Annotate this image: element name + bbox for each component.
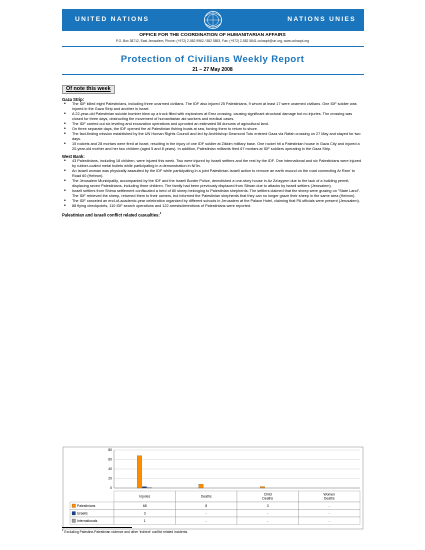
category-label: Injuries [139, 494, 151, 499]
list-item [62, 102, 364, 112]
y-tick-label: 0 [110, 486, 112, 491]
bullet-icon: • [64, 121, 66, 128]
footnote [62, 529, 364, 534]
y-tick-label: 20 [108, 476, 112, 481]
footnote-text: Excluding Palestine-Palestinian violence and other 'indirect' conflict related incidents. [64, 530, 189, 535]
y-tick-label: 40 [108, 467, 112, 472]
list-item [62, 142, 364, 152]
header-left-org: UNITED NATIONS [75, 16, 150, 23]
legend-swatch [72, 512, 76, 516]
list-item-text: The fact-finding mission established by the UN Human Rights Council and led by Archbishop Desmond Tutu entered Gaza via Rafah crossing on 27 May and stayed for two days. [72, 132, 361, 142]
un-header-banner [62, 9, 364, 31]
bullet-icon: • [64, 202, 66, 209]
footnote-rule [62, 527, 132, 528]
category-label: Deaths [323, 496, 335, 501]
table-value: 68 [142, 504, 147, 508]
list-item-text: On three separate days, the IDF opened fire at Palestinian fishing boats at sea, forcing them to return to shore. [72, 127, 258, 132]
office-address: P.O. Box 38712, East Jerusalem, Phone: (+972) 2-582 9962 / 582 5853, Fax: (+972) 2-582 5841 ochaopt@un.org, www.ochaopt.org [115, 39, 310, 43]
bullet-icon: • [64, 101, 66, 108]
list-item [62, 159, 364, 169]
list-item [62, 169, 364, 179]
y-tick-label: 80 [108, 448, 112, 453]
list-item-text: The IDF killed eight Palestinians, including three unarmed civilians. The IDF also injured 25 Palestinians, 9 whom at least 17 were unarmed civilians. One IDF soldier was injured in the Gaza Strip and another in Israel. [72, 102, 357, 112]
legend-label: Israelis [77, 511, 88, 516]
bullet-icon: • [64, 126, 66, 133]
category-label: Deaths [262, 496, 274, 501]
list-item [62, 127, 364, 132]
west-bank-bullet-list [62, 159, 364, 208]
title-rule [62, 74, 364, 75]
bullet-icon: • [64, 167, 66, 174]
table-value: 8 [205, 504, 208, 508]
bar-israelis-0 [142, 487, 146, 488]
table-value: - [267, 511, 269, 516]
category-label: Women [323, 492, 336, 497]
bullet-icon: • [64, 111, 66, 118]
table-value: 3 [266, 504, 269, 508]
region-title-west-bank: West Bank: [62, 153, 85, 159]
region-title-gaza: Gaza Strip: [62, 97, 85, 102]
bullet-icon: • [64, 141, 66, 148]
table-value: - [205, 511, 207, 516]
list-item-text: 43 Palestinians, including 18 children, were injured this week. Two were injured by Israeli settlers and the rest by the IDF. One international and six Palestinians were injured by rubber-coated metal bullets while participating in a demonstration in Ni'lin. [72, 159, 362, 168]
list-item-text: 88 flying checkpoints, 110 IDF search operations and 122 arrests/detentions of Palestinians were reported. [72, 203, 252, 208]
list-item [62, 199, 364, 204]
list-item [62, 132, 364, 142]
legend-label: Internationals [77, 519, 98, 523]
category-label: Deaths [200, 494, 212, 499]
list-item-text: An Israeli woman was physically assaulted by the IDF while participating in a joint Palestinian-Israeli action to remove an earth mound on the road connecting Ar Ram' to Road 60 (Hebron). [72, 168, 355, 178]
list-item-text: The IDF carried out six leveling and excavation operations and uprooted an estimated 58 dunums of agricultural land. [72, 122, 269, 127]
table-value: - [267, 519, 269, 523]
y-tick-label: 60 [108, 457, 112, 462]
list-item [62, 189, 364, 199]
bar-palestinians-1 [199, 484, 203, 488]
gaza-bullet-list [62, 102, 364, 151]
bullet-icon: • [64, 131, 66, 138]
bullet-icon: • [64, 158, 66, 165]
bar-palestinians-0 [137, 456, 141, 488]
list-item [62, 204, 364, 209]
table-value: 3 [143, 511, 146, 516]
header-right-org: NATIONS UNIES [287, 16, 356, 23]
list-item [62, 122, 364, 127]
bullet-icon: • [64, 197, 66, 204]
report-date: 21 – 27 May 2008 [192, 67, 233, 73]
un-emblem-icon [203, 10, 223, 30]
legend-label: Palestinians [77, 504, 96, 508]
chart-caption-text: Palestinian and Israeli conflict related casualties: [62, 211, 160, 217]
list-item-text: Israeli settlers from Shima settlement confiscated a herd of 80 sheep belonging to Palestinian shepherds. The settlers claimed that the sheep were grazing on "State Land". The IDF retrieved the sheep, returned them to their owners, but informed the Palestinian shepherds that they can no longer graze their sheep in the same area (Hebron). [72, 188, 360, 198]
chart-caption [62, 211, 364, 217]
footnote-ref: 1 [159, 210, 162, 215]
bar-palestinians-2 [260, 487, 264, 488]
list-item [62, 112, 364, 122]
legend-swatch [72, 519, 76, 523]
table-value: - [328, 519, 330, 523]
report-title: Protection of Civilians Weekly Report [120, 54, 305, 65]
category-label: Child [263, 492, 272, 497]
list-item-text: 15 rockets and 28 mortars were fired at Israel, resulting in the injury of one IDF soldier at Zikkim military base. One rocket hit a Palestinian house in Gaza City and injured a 20-year-old mother and her two children (aged 5 and 8 years). In addition, Palestinian militants fired 67 mortars at IDF soldiers operating in the Gaza Strip. [72, 142, 360, 151]
report-body [62, 77, 364, 217]
list-item-text: A 22-year-old Palestinian suicide bomber blew up a truck filled with explosives at Erez crossing, causing significant structural damage but no injuries. The crossing was closed for three days, obstructing the movement of humanitarian aid workers and medical cases. [72, 112, 353, 121]
list-item-text: The IDF canceled an end-of-academic-year celebration organized by different schools in Jerusalem at the Palace Hotel, claiming that PA officials were present (Jerusalem). [72, 198, 360, 203]
header-rule [62, 46, 364, 47]
section-heading: Of note this week [62, 85, 115, 94]
bullet-icon: • [64, 177, 66, 184]
table-value: 1 [143, 519, 146, 523]
table-value: - [328, 511, 330, 516]
list-item-text: The Jerusalem Municipality, accompanied by the IDF and the Israeli Border Police, demolished a one-story house in Az Za'ayyem due to the lack of a building permit, displacing seven Palestinians, including three children. The family had been previously displaced from Silwan due to attacks by Israeli settlers (Jerusalem). [72, 178, 350, 188]
table-value: - [205, 519, 207, 523]
list-item [62, 179, 364, 189]
office-name: OFFICE FOR THE COORDINATION OF HUMANITARIAN AFFAIRS [139, 33, 286, 38]
legend-swatch [72, 504, 76, 508]
table-value: - [328, 504, 330, 508]
footnote-marker: 1 [62, 529, 64, 532]
bullet-icon: • [64, 187, 66, 194]
